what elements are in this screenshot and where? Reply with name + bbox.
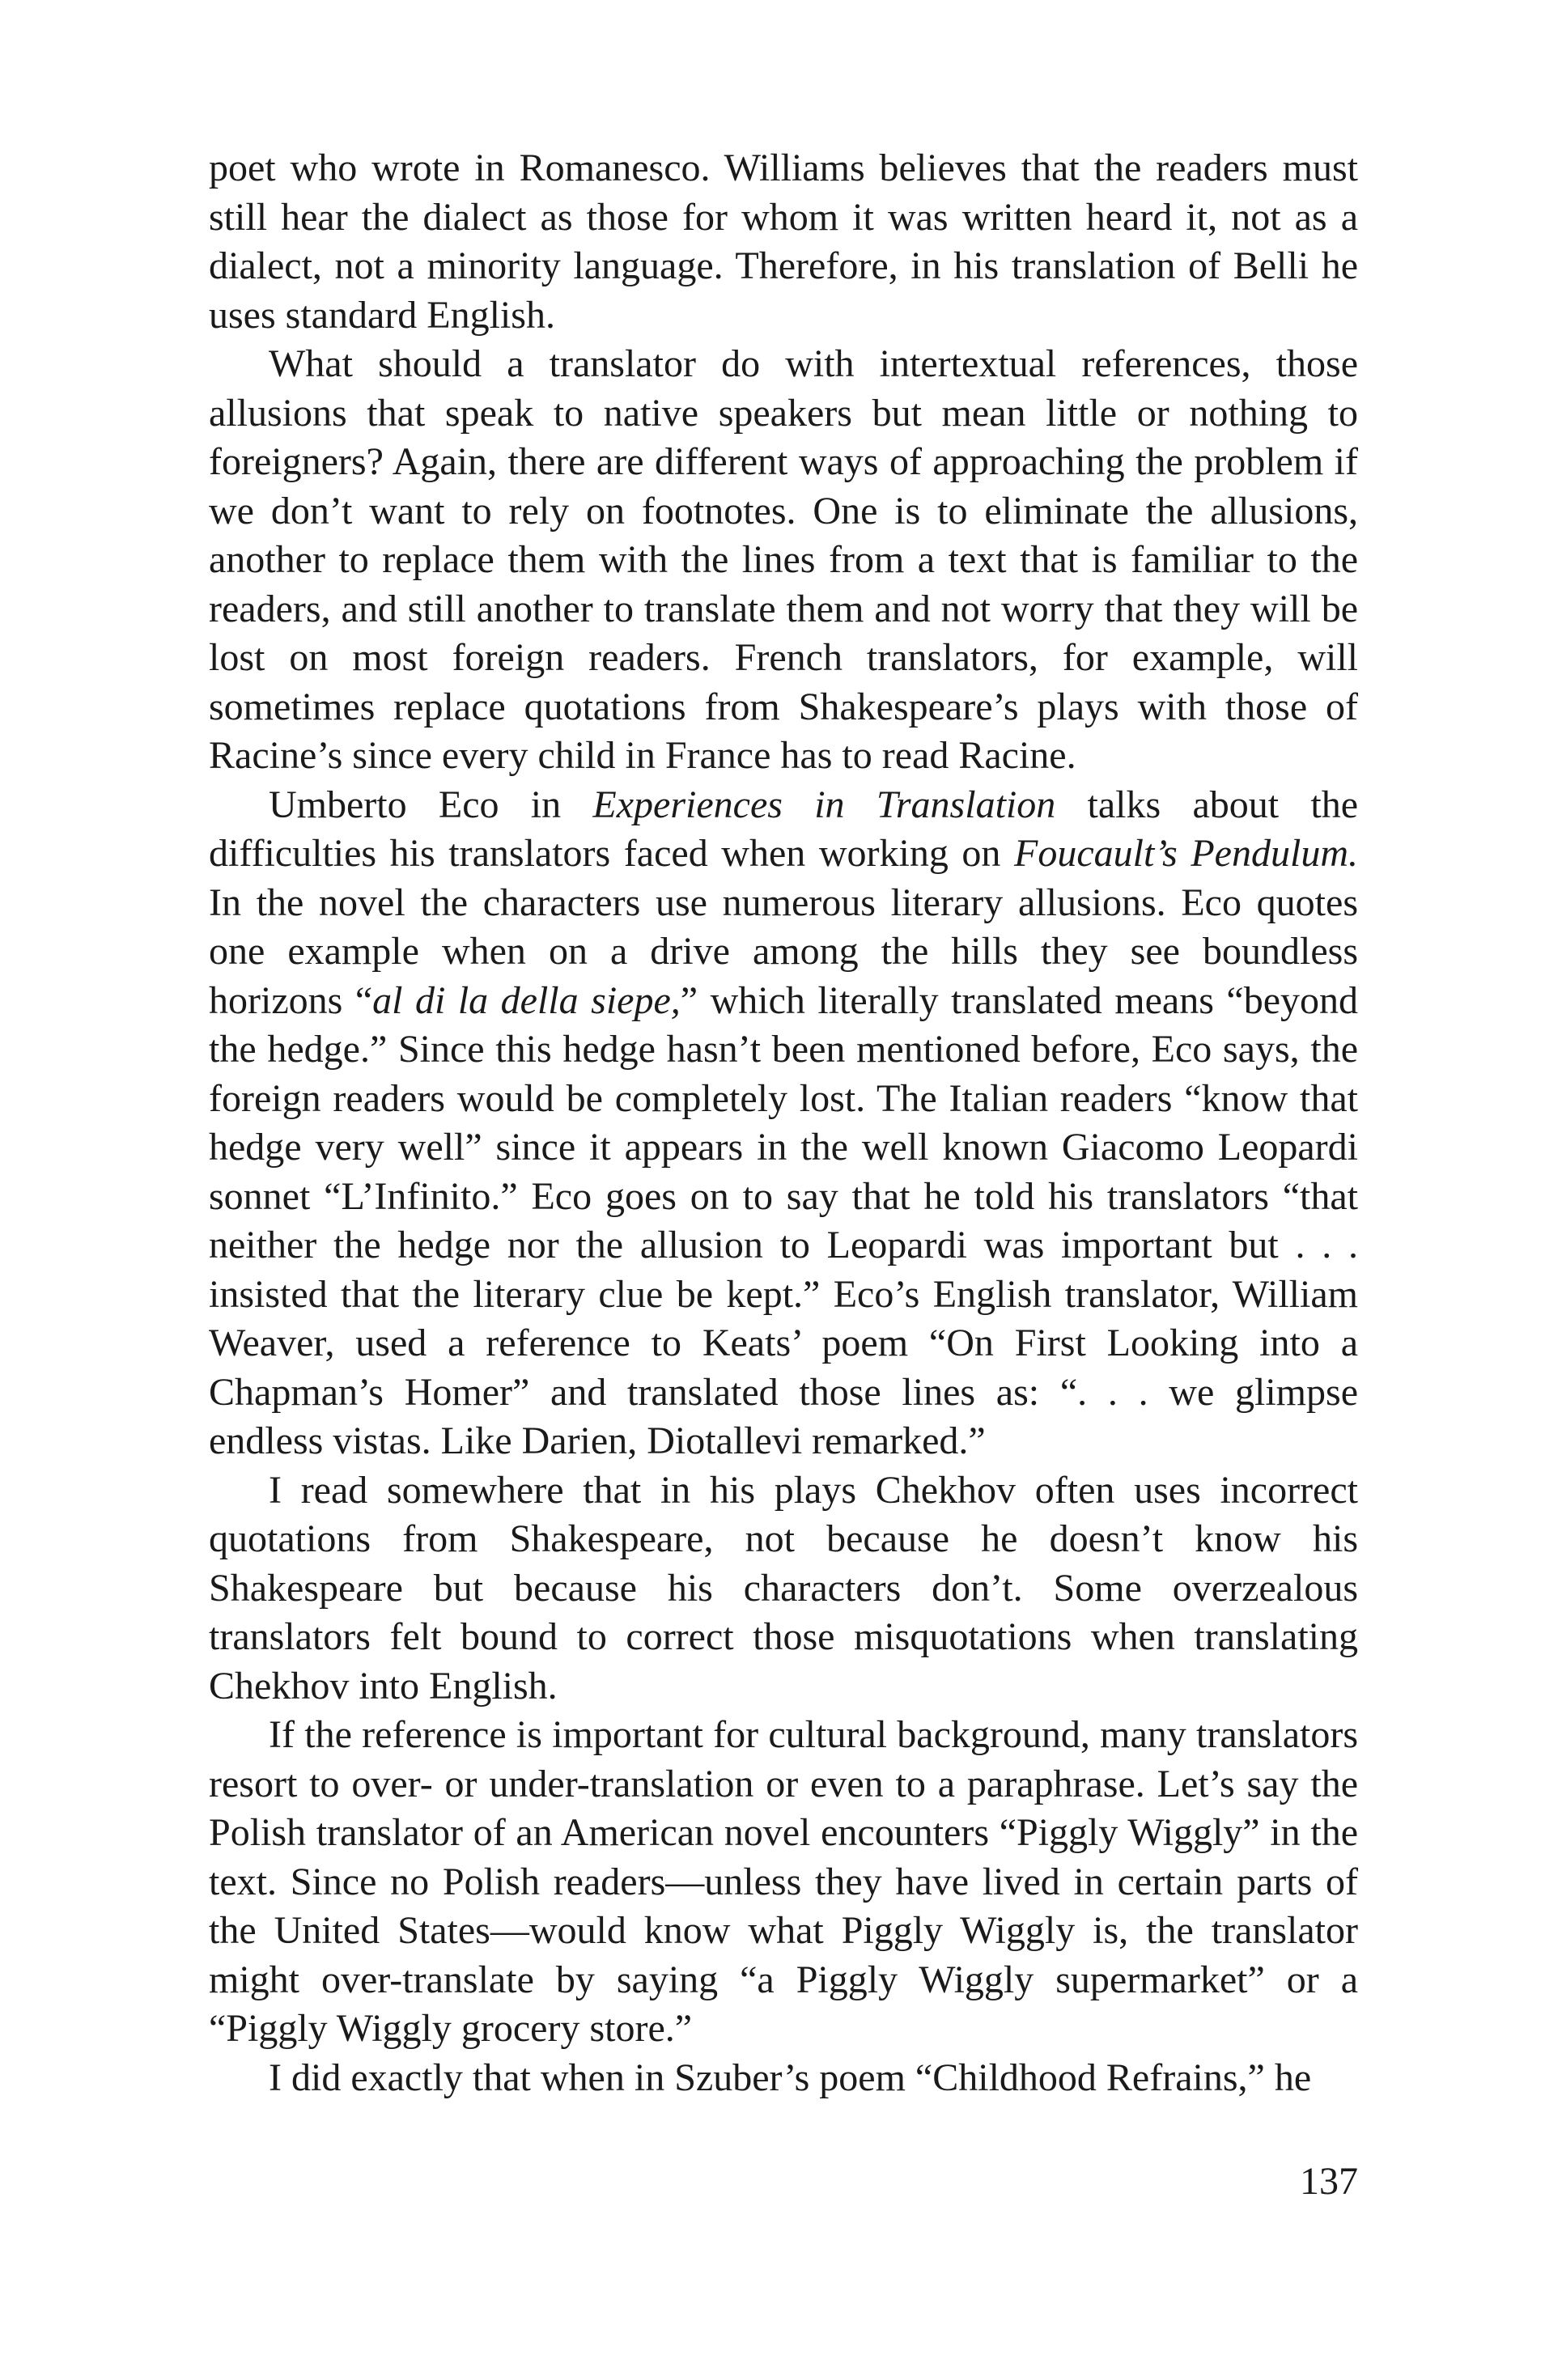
body-text	[209, 144, 1358, 2102]
text-run: What should a translator do with intertextual references, those allusions that speak to native speakers but mean little or nothing to foreigners? Again, there are different ways of approaching the problem if we don’t want to rely on footnotes. One is to eliminate the allusions, another to replace them with the lines from a text that is familiar to the readers, and still another to translate them and not worry that they will be lost on most foreign readers. French translators, for example, will sometimes replace quotations from Shakespeare’s plays with those of Racine’s since every child in France has to read Racine.	[209, 342, 1358, 777]
book-title: Experiences in Translation	[592, 783, 1056, 826]
paragraph	[209, 2054, 1358, 2103]
text-run: I read somewhere that in his plays Chekhov often uses incorrect quotations from Shakespeare, not because he doesn’t know his Shakespeare but because his characters don’t. Some overzealous translators felt bound to correct those misquotations when translating Chekhov into English.	[209, 1468, 1358, 1708]
text-run: ” which literally translated means “beyond the hedge.” Since this hedge hasn’t been mentioned before, Eco says, the foreign readers would be completely lost. The Italian readers “know that hedge very well” since it appears in the well known Giacomo Leopardi sonnet “L’Infinito.” Eco goes on to say that he told his translators “that neither the hedge nor the allusion to Leopardi was important but . . . insisted that the literary clue be kept.” Eco’s English translator, William Weaver, used a reference to Keats’ poem “On First Looking into a Chapman’s Homer” and translated those lines as: “. . . we glimpse endless vistas. Like Darien, Diotallevi remarked.”	[209, 978, 1359, 1462]
text-run: poet who wrote in Romanesco. Williams believes that the readers must still hear the dialect as those for whom it was written heard it, not as a dialect, not a minority language. Therefore, in his translation of Belli he uses standard English.	[209, 146, 1358, 337]
text-run: If the reference is important for cultural background, many translators resort to over- or under-translation or even to a paraphrase. Let’s say the Polish translator of an American novel encounters “Piggly Wiggly” in the text. Since no Polish readers—unless they have lived in certain parts of the United States—would know what Piggly Wiggly is, the translator might over-translate by saying “a Piggly Wiggly supermarket” or a “Piggly Wiggly grocery store.”	[209, 1713, 1358, 2050]
paragraph	[209, 144, 1358, 340]
text-run: In the novel the characters use numerous literary allusions. Eco quotes one example when on a drive among the hills they see boundless horizons “	[209, 880, 1358, 1022]
paragraph	[209, 781, 1358, 1466]
text-run: Umberto Eco in	[269, 783, 593, 826]
page-number: 137	[1300, 2160, 1358, 2203]
paragraph	[209, 1711, 1358, 2054]
text-run: talks about the difficulties his translators faced when working on	[209, 783, 1359, 875]
paragraph	[209, 340, 1358, 781]
book-title: Foucault’s Pendulum.	[1014, 832, 1358, 875]
italian-phrase: al di la della siepe,	[372, 978, 681, 1022]
text-run: I did exactly that when in Szuber’s poem “Childhood Refrains,” he	[269, 2055, 1312, 2099]
paragraph	[209, 1466, 1358, 1712]
